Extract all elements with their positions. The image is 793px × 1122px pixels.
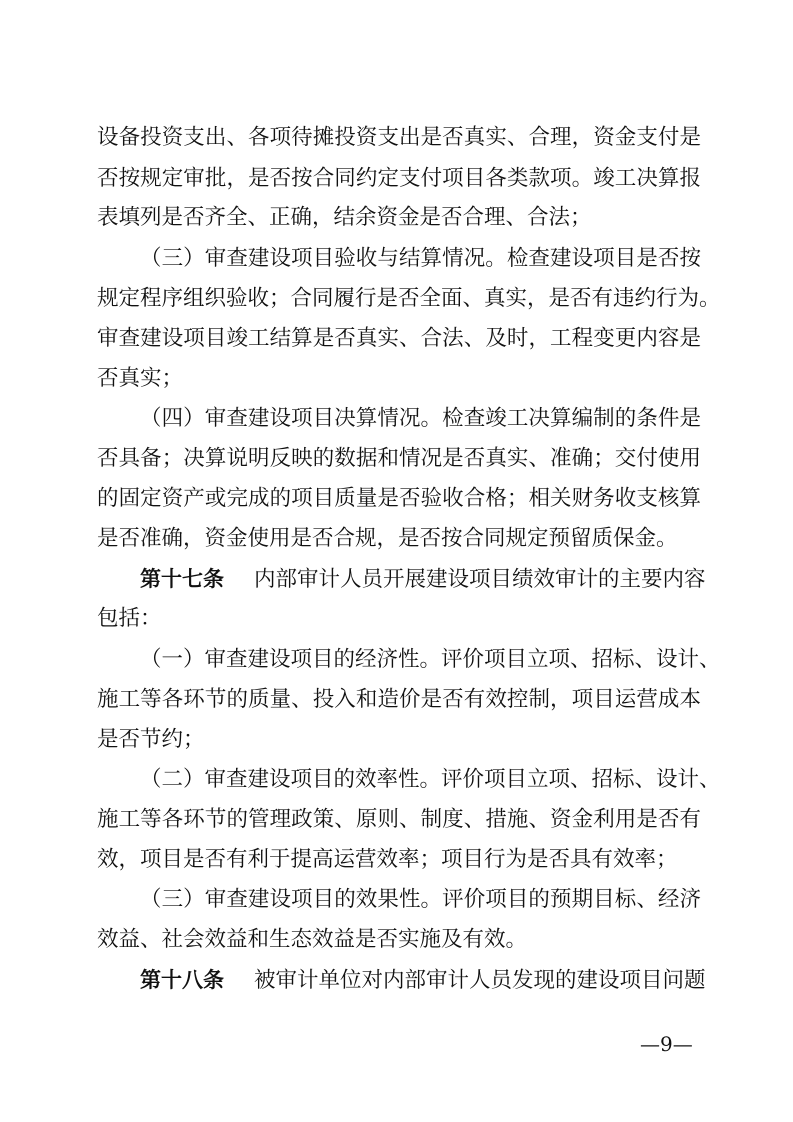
text-line: 是否准确，资金使用是否合规，是否按合同规定预留质保金。 (97, 526, 678, 551)
text-line: 施工等各环节的管理政策、原则、制度、措施、资金利用是否有 (97, 807, 701, 832)
text-line: （三）审查建设项目的效果性。评价项目的预期目标、经济 (140, 887, 701, 912)
text-line: 是否节约； (97, 727, 205, 752)
text-line: 的固定资产或完成的项目质量是否验收合格；相关财务收支核算 (97, 486, 701, 511)
page-number: —9— (640, 1032, 693, 1056)
text-line: 被审计单位对内部审计人员发现的建设项目问题 (254, 968, 706, 993)
text-line: 施工等各环节的质量、投入和造价是否有效控制，项目运营成本 (97, 687, 701, 712)
article-18-line (140, 960, 706, 1000)
text-line: 效，项目是否有利于提高运营效率；项目行为是否具有效率； (97, 847, 678, 872)
text-line: 否具备；决算说明反映的数据和情况是否真实、准确；交付使用 (97, 446, 701, 471)
text-line: 审查建设项目竣工结算是否真实、合法、及时，工程变更内容是 (97, 326, 701, 351)
text-line: 否真实； (97, 366, 184, 391)
text-line: 效益、社会效益和生态效益是否实施及有效。 (97, 927, 528, 952)
text-line: 包括： (97, 606, 162, 631)
text-line: 内部审计人员开展建设项目绩效审计的主要内容 (254, 567, 706, 592)
text-line: （一）审查建设项目的经济性。评价项目立项、招标、设计、 (140, 647, 721, 672)
article-18-heading: 第十八条 (140, 968, 224, 992)
text-line: （二）审查建设项目的效率性。评价项目立项、招标、设计、 (140, 767, 721, 792)
article-17-heading: 第十七条 (140, 567, 224, 591)
article-17-line (140, 559, 706, 599)
text-line: 规定程序组织验收；合同履行是否全面、真实，是否有违约行为。 (97, 286, 721, 311)
text-line: （三）审查建设项目验收与结算情况。检查建设项目是否按 (140, 246, 701, 271)
text-line: 否按规定审批，是否按合同约定支付项目各类款项。竣工决算报 (97, 166, 701, 191)
text-line: （四）审查建设项目决算情况。检查竣工决算编制的条件是 (140, 406, 701, 431)
text-line: 表填列是否齐全、正确，结余资金是否合理、合法； (97, 205, 592, 230)
text-line: 设备投资支出、各项待摊投资支出是否真实、合理，资金支付是 (97, 125, 701, 150)
